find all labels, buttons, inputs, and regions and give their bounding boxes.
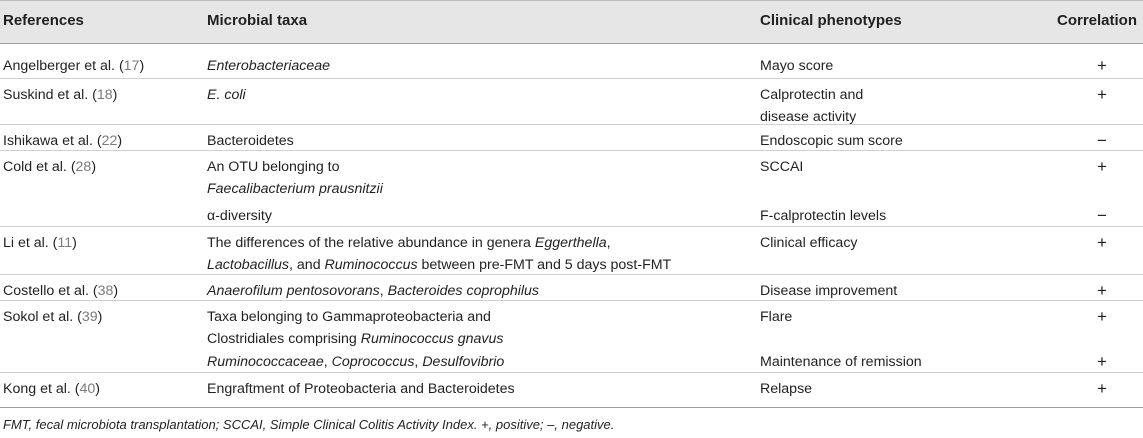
cell-correlation: + [1097,379,1107,398]
reference-author: Ishikawa et al. ( [3,133,102,149]
taxa-text: , and [289,257,325,273]
table-row [0,274,1143,300]
taxa-text: Taxa belonging to Gammaproteobacteria and [207,309,491,325]
reference-number-link[interactable]: 38 [97,283,114,299]
taxa-text: , [379,283,388,299]
cell-correlation: + [1097,85,1107,104]
cell-correlation: + [1097,56,1107,75]
taxon-name-italic: Bacteroides coprophilus [387,283,540,299]
cell-clinical-phenotype: Disease improvement [760,283,898,299]
cell-microbial-taxa [207,55,757,77]
cell-microbial-taxa [207,84,757,106]
cell-correlation: − [1097,206,1107,225]
taxon-name-italic: Desulfovibrio [422,354,505,370]
reference-author: Suskind et al. ( [3,87,97,103]
reference-close-paren: ) [117,133,123,149]
taxon-name-italic: Eggerthella [534,235,607,251]
header-correlation: Correlation [1057,12,1138,29]
table-row [0,372,1143,398]
taxon-name-italic: Faecalibacterium prausnitzii [207,181,383,197]
header-microbial-taxa: Microbial taxa [207,12,308,29]
reference-author: Kong et al. ( [3,381,80,397]
reference-author: Cold et al. ( [3,159,76,175]
taxon-name-italic: Ruminococcaceae [207,354,324,370]
cell-reference [3,156,198,178]
reference-number-link[interactable]: 11 [57,235,73,251]
taxa-text: , [323,354,332,370]
taxa-text: , [414,354,423,370]
cell-clinical-phenotype: Clinical efficacy [760,235,858,251]
cell-clinical-phenotype: Maintenance of remission [760,354,922,370]
cell-correlation: − [1097,131,1107,150]
cell-microbial-taxa [207,156,757,200]
reference-author: Angelberger et al. ( [3,58,124,74]
reference-number-link[interactable]: 18 [96,87,113,103]
cell-clinical-phenotype: SCCAI [760,159,804,175]
table-row [0,226,1143,273]
cell-microbial-taxa [207,130,757,152]
taxa-text: Bacteroidetes [207,133,294,149]
cell-microbial-taxa [207,351,757,373]
cell-reference [3,378,198,400]
cell-reference [3,55,198,77]
reference-author: Sokol et al. ( [3,309,82,325]
cell-microbial-taxa [207,280,757,302]
taxon-name-italic: Lactobacillus [207,257,290,273]
reference-close-paren: ) [91,159,97,175]
header-clinical-phenotypes: Clinical phenotypes [760,12,902,29]
reference-number-link[interactable]: 17 [123,58,140,74]
taxon-name-italic: Anaerofilum pentosovorans [207,283,380,299]
reference-close-paren: ) [97,309,103,325]
taxa-text: Clostridiales comprising [207,331,361,347]
reference-close-paren: ) [95,381,101,397]
taxon-name-italic: E. coli [207,87,246,103]
cell-microbial-taxa [207,378,757,400]
reference-number-link[interactable]: 22 [101,133,118,149]
cell-reference [3,306,198,328]
cell-correlation: + [1097,352,1107,371]
taxon-name-italic: Coprococcus [331,354,415,370]
cell-correlation: + [1097,307,1107,326]
reference-number-link[interactable]: 39 [81,309,98,325]
table-row [0,300,1143,347]
taxa-text: Engraftment of Proteobacteria and Bacteroidetes [207,381,515,397]
reference-close-paren: ) [113,283,119,299]
cell-clinical-phenotype: Mayo score [760,58,834,74]
taxa-text: α-diversity [207,208,272,224]
reference-author: Li et al. ( [3,235,58,251]
taxon-name-italic: Enterobacteriaceae [207,58,331,74]
cell-clinical-phenotype: Endoscopic sum score [760,133,903,149]
cell-clinical-phenotype: Flare [760,309,793,325]
cell-clinical-phenotype: Relapse [760,381,813,397]
taxa-text: between pre-FMT and 5 days post-FMT [417,257,672,273]
cell-reference [3,130,198,152]
taxa-text: The differences of the relative abundance in genera [207,235,535,251]
cell-microbial-taxa [207,205,757,227]
reference-close-paren: ) [139,58,145,74]
table-header [0,0,1143,44]
table-footnote: FMT, fecal microbiota transplantation; SCCAI, Simple Clinical Colitis Activity Index. +, positive; –, negative. [3,417,615,432]
table-row [0,124,1143,150]
cell-correlation: + [1097,281,1107,300]
taxa-text: , [606,235,611,251]
taxon-name-italic: Ruminococcus [324,257,418,273]
reference-author: Costello et al. ( [3,283,98,299]
table-row [0,78,1143,125]
cell-reference [3,84,198,106]
cell-reference [3,232,198,254]
cell-correlation: + [1097,233,1107,252]
table-bottom-rule [0,407,1143,408]
cell-reference [3,280,198,302]
cell-correlation: + [1097,157,1107,176]
cell-microbial-taxa [207,232,757,276]
header-references: References [3,12,84,29]
table-row [0,150,1143,197]
reference-close-paren: ) [112,87,118,103]
taxa-text: An OTU belonging to [207,159,340,175]
reference-number-link[interactable]: 28 [75,159,92,175]
taxon-name-italic: Ruminococcus gnavus [360,331,504,347]
reference-close-paren: ) [72,235,77,251]
cell-clinical-phenotype: F-calprotectin levels [760,208,887,224]
reference-number-link[interactable]: 40 [79,381,96,397]
cell-clinical-phenotype: Calprotectin and disease activity [760,87,864,125]
cell-microbial-taxa [207,306,757,350]
